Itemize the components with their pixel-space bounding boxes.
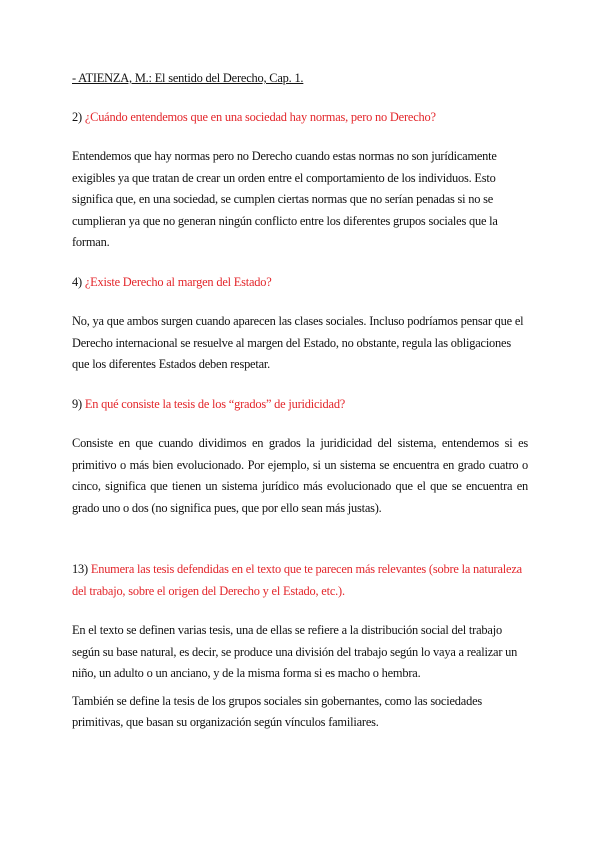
question-text: ¿Existe Derecho al margen del Estado? bbox=[84, 274, 272, 289]
spacer bbox=[72, 537, 528, 559]
question-4 bbox=[72, 272, 528, 294]
question-number: 9) bbox=[72, 396, 82, 411]
answer-4: No, ya que ambos surgen cuando aparecen las clases sociales. Incluso podríamos pensar que el Derecho internacional se resuelve al margen del Estado, no obstante, regula las obligaciones que los diferentes Estados deben respetar. bbox=[72, 314, 524, 371]
answer-9: Consiste en que cuando dividimos en grados la juridicidad del sistema, entendemos si es primitivo o más bien evolucionado. Por ejemplo, si un sistema se encuentra en grado cuatro o cinco, significa que tienen un sistema jurídico más evolucionado que el que se encuentra en grado uno o dos (no significa pues, que por ello sean más justas). bbox=[72, 436, 528, 515]
question-number: 4) bbox=[72, 274, 82, 289]
question-2 bbox=[72, 107, 528, 129]
question-text: Enumera las tesis defendidas en el texto que te parecen más relevantes (sobre la naturaleza del trabajo, sobre el origen del Derecho y el Estado, etc.). bbox=[72, 562, 522, 598]
answer-13-part-2: También se define la tesis de los grupos sociales sin gobernantes, como las sociedades primitivas, que basan su organización según vínculos familiares. bbox=[72, 693, 482, 729]
question-number: 13) bbox=[72, 562, 88, 576]
document-title: - ATIENZA, M.: El sentido del Derecho, Cap. 1. bbox=[72, 71, 304, 85]
answer-13-part-1: En el texto se definen varias tesis, una de ellas se refiere a la distribución social del trabajo según su base natural, es decir, se produce una división del trabajo según lo vaya a realizar un niño, un adulto o un anciano, y de la misma forma si es macho o hembra. bbox=[72, 623, 518, 680]
question-text: En qué consiste la tesis de los “grados” de juridicidad? bbox=[84, 396, 346, 411]
question-text: ¿Cuándo entendemos que en una sociedad hay normas, pero no Derecho? bbox=[84, 109, 436, 124]
question-13 bbox=[72, 559, 528, 602]
question-9 bbox=[72, 394, 528, 416]
answer-2: Entendemos que hay normas pero no Derecho cuando estas normas no son jurídicamente exigibles ya que tratan de crear un orden entre el comportamiento de los individuos. Esto significa que, en una sociedad, se cumplen ciertas normas que no serían penadas si no se cumplieran ya que no generan ningún conflicto entre los diferentes grupos sociales que la forman. bbox=[72, 149, 498, 249]
question-number: 2) bbox=[72, 109, 82, 124]
